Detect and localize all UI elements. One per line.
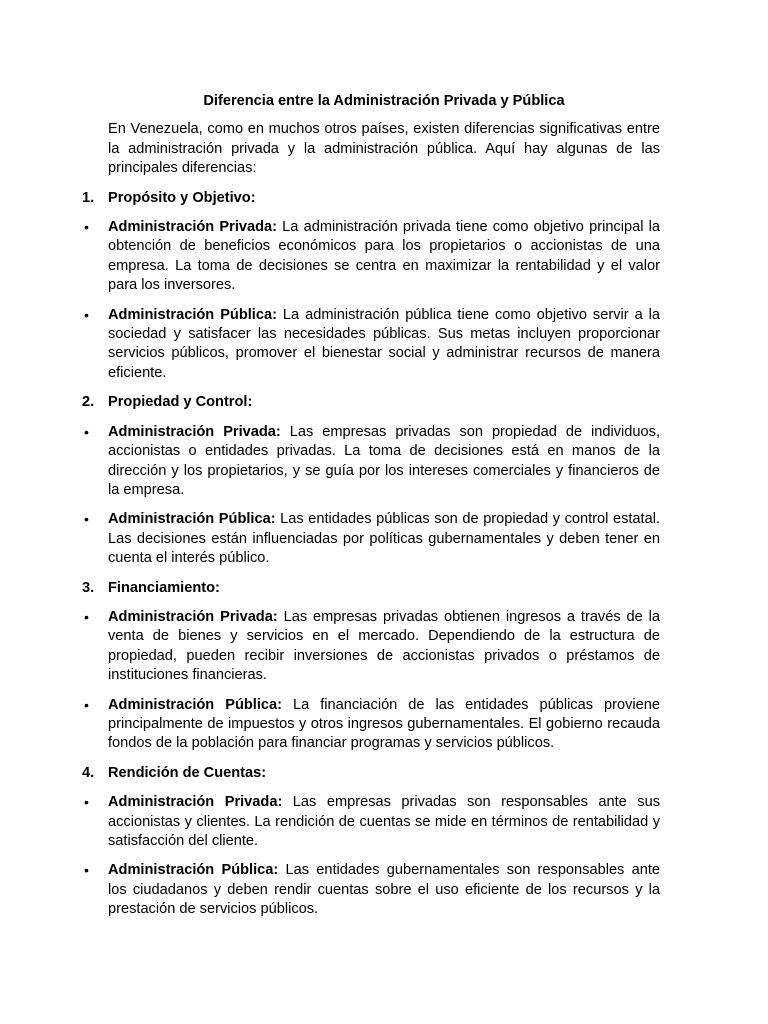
section-number: 3. (82, 579, 95, 596)
section-heading-text: Propósito y Objetivo: (108, 189, 256, 206)
item-label: Administración Privada: (108, 423, 281, 440)
list-item (84, 306, 661, 384)
bullet-icon: • (84, 862, 89, 879)
item-text: Las empresas privadas obtienen ingresos a través de la venta de bienes y servicios en el mercado. Dependiendo de la estructura de propiedad, pueden recibir inversiones de accionistas privados o préstamos de instituciones financieras. (108, 608, 660, 684)
section-number: 2. (82, 394, 95, 411)
item-label: Administración Pública: (108, 862, 279, 879)
bullet-icon: • (84, 696, 89, 713)
bullet-icon: • (84, 219, 89, 236)
item-label: Administración Pública: (108, 306, 277, 323)
bullet-icon: • (84, 423, 89, 440)
item-text: La financiación de las entidades públicas proviene principalmente de impuestos y otros ingresos gubernamentales. El gobierno recauda fondos de la población para financiar programas y servicios públicos. (108, 696, 660, 752)
list-item (84, 861, 660, 919)
item-label: Administración Privada: (108, 219, 277, 236)
section-number: 1. (82, 189, 95, 206)
item-text: Las entidades públicas son de propiedad y control estatal. Las decisiones están influenciadas por políticas gubernamentales y deben tener en cuenta el interés público. (108, 511, 661, 567)
section-2 (82, 393, 661, 568)
list-item (84, 218, 660, 296)
bullet-icon: • (84, 794, 89, 811)
item-text: La administración privada tiene como objetivo principal la obtención de beneficios económicos para los propietarios o accionistas de una empresa. La toma de decisiones se centra en maximizar la rentabilidad y el valor para los inversores. (108, 219, 660, 294)
section-number: 4. (82, 764, 95, 781)
section-heading (82, 764, 660, 783)
section-heading (82, 393, 660, 412)
bullet-icon: • (84, 306, 89, 323)
document-title: Diferencia entre la Administración Privada y Pública (203, 93, 565, 109)
item-text: Las entidades gubernamentales son responsables ante los ciudadanos y deben rendir cuentas sobre el uso eficiente de los recursos y la prestación de servicios públicos. (108, 862, 660, 918)
list-item (84, 696, 660, 754)
item-label: Administración Privada: (108, 794, 283, 811)
item-label: Administración Pública: (108, 511, 276, 528)
item-text: La administración pública tiene como objetivo servir a la sociedad y satisfacer las necesidades públicas. Sus metas incluyen proporcionar servicios públicos, promover el bienestar social y administrar recursos de manera eficiente. (108, 306, 661, 381)
section-heading-text: Propiedad y Control: (108, 394, 253, 411)
section-3 (82, 579, 660, 754)
section-4 (82, 764, 660, 920)
bullet-icon: • (84, 511, 89, 528)
bullet-icon: • (84, 608, 89, 625)
section-1 (82, 189, 661, 384)
section-heading-text: Rendición de Cuentas: (108, 764, 267, 781)
list-item (84, 423, 660, 501)
section-heading (82, 579, 660, 598)
intro-paragraph: En Venezuela, como en muchos otros países, existen diferencias significativas entre la administración privada y la administración pública. Aquí hay algunas de las principales diferencias: (108, 121, 660, 177)
section-heading (82, 189, 660, 208)
list-item (84, 510, 661, 568)
item-label: Administración Privada: (108, 608, 278, 625)
item-label: Administración Pública: (108, 696, 282, 713)
item-text: Las empresas privadas son propiedad de individuos, accionistas o entidades privadas. La toma de decisiones está en manos de la dirección y los propietarios, y se guía por los intereses comerciales y financieros de la empresa. (108, 423, 660, 498)
list-item (84, 793, 660, 851)
item-text: Las empresas privadas son responsables ante sus accionistas y clientes. La rendición de cuentas se mide en términos de rentabilidad y satisfacción del cliente. (108, 794, 660, 849)
section-heading-text: Financiamiento: (108, 579, 220, 596)
list-item (84, 608, 660, 686)
